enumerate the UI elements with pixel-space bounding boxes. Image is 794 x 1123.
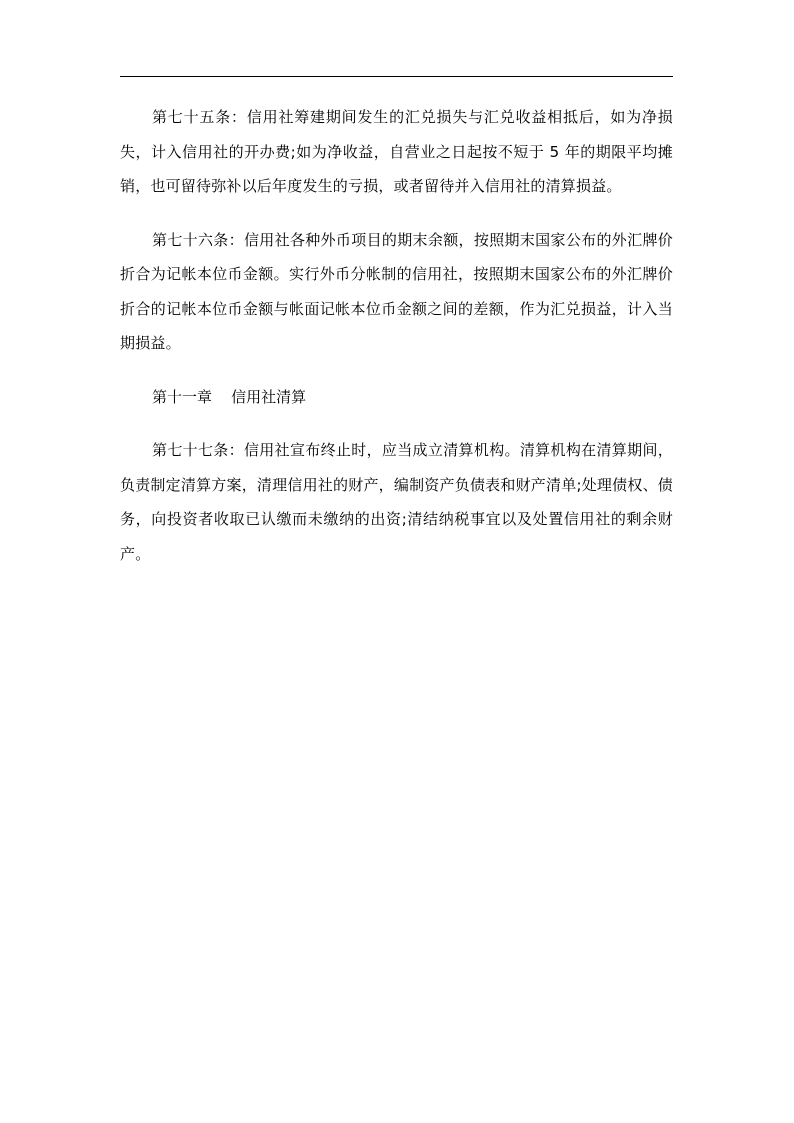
- article-76-paragraph: 第七十六条：信用社各种外币项目的期末余额，按照期末国家公布的外汇牌价折合为记帐本位币金额。实行外币分帐制的信用社，按照期末国家公布的外汇牌价折合的记帐本位币金额与帐面记帐本位币金额之间的差额，作为汇兑损益，计入当期损益。: [120, 230, 673, 352]
- article-77-paragraph: 第七十七条：信用社宣布终止时，应当成立清算机构。清算机构在清算期间，负责制定清算方案，清理信用社的财产，编制资产负债表和财产清单;处理债权、债务，向投资者收取已认缴而未缴纳的出资;清结纳税事宜以及处置信用社的剩余财产。: [120, 441, 673, 563]
- document-body: [120, 100, 673, 571]
- chapter-11-heading: 第十一章 信用社清算: [152, 387, 307, 406]
- article-75-paragraph: 第七十五条：信用社筹建期间发生的汇兑损失与汇兑收益相抵后，如为净损失，计入信用社的开办费;如为净收益，自营业之日起按不短于 5 年的期限平均摊销，也可留待弥补以后年度发生的亏损，或者留待并入信用社的清算损益。: [120, 108, 673, 195]
- header-rule: [120, 76, 673, 77]
